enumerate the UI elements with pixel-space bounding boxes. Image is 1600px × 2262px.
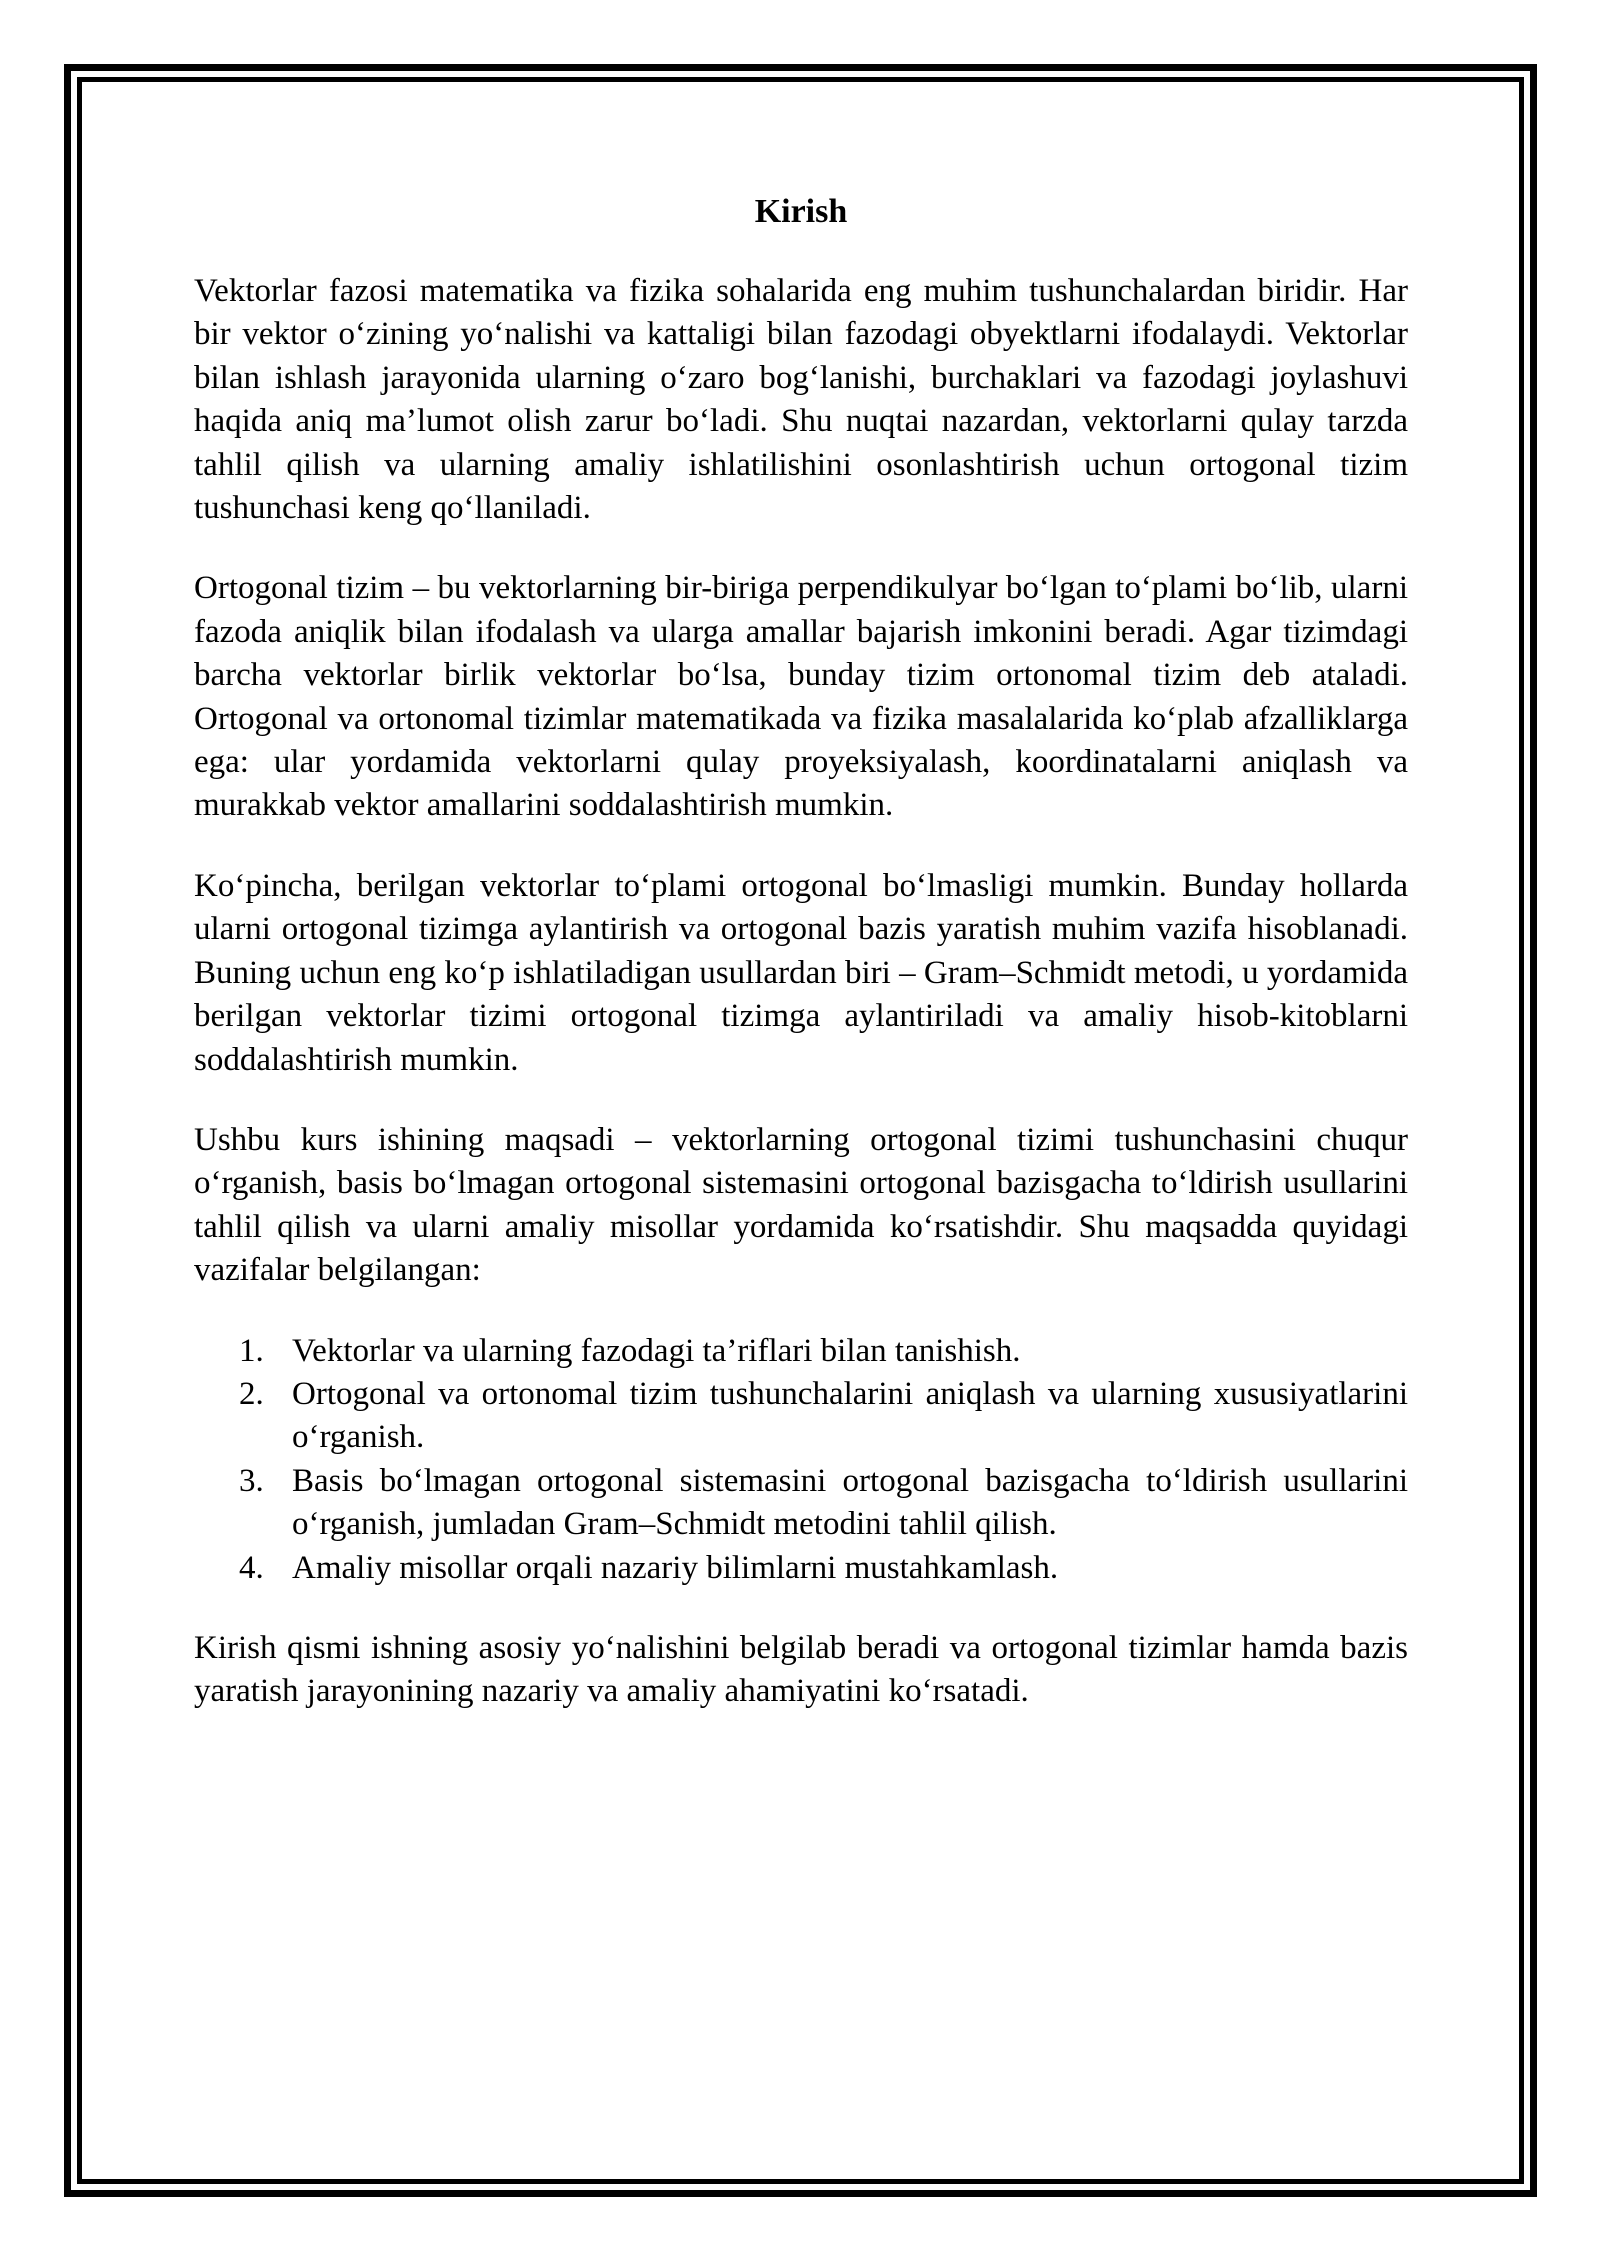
paragraph-3: Ko‘pincha, berilgan vektorlar to‘plami ortogonal bo‘lmasligi mumkin. Bunday hollarda ularni ortogonal tizimga aylantirish va ortogonal bazis yaratish muhim vazifa hisoblanadi. Buning uchun eng ko‘p ishlatiladigan usullardan biri – Gram–Schmidt metodi, u yordamida berilgan vektorlar tizimi ortogonal tizimga aylantiriladi va amaliy hisob-kitoblarni soddalashtirish mumkin. [194, 867, 1408, 1078]
list-item-number: 3. [239, 1462, 264, 1499]
list-item [194, 1330, 1408, 1373]
list-item [194, 1373, 1408, 1460]
paragraph-2: Ortogonal tizim – bu vektorlarning bir-biriga perpendikulyar bo‘lgan to‘plami bo‘lib, ularni fazoda aniqlik bilan ifodalash va ularga amallar bajarish imkonini beradi. Agar tizimdagi barcha vektorlar birlik vektorlar bo‘lsa, bunday tizim ortonomal tizim deb ataladi. Ortogonal va ortonomal tizimlar matematikada va fizika masalalarida ko‘plab afzalliklarga ega: ular yordamida vektorlarni qulay proyeksiyalash, koordinatalarni aniqlash va murakkab vektor amallarini soddalashtirish mumkin. [194, 570, 1408, 824]
list-item-text: Vektorlar va ularning fazodagi ta’riflari bilan tanishish. [292, 1332, 1021, 1369]
list-item-number: 2. [239, 1375, 264, 1412]
list-item-text: Ortogonal va ortonomal tizim tushunchalarini aniqlash va ularning xususiyatlarini o‘rganish. [292, 1375, 1408, 1456]
list-item [194, 1547, 1408, 1590]
list-item-number: 1. [239, 1332, 264, 1369]
document-body [194, 190, 1408, 1751]
document-title: Kirish [754, 193, 848, 230]
list-item-text: Basis bo‘lmagan ortogonal sistemasini ortogonal bazisgacha to‘ldirish usullarini o‘rganish, jumladan Gram–Schmidt metodini tahlil qilish. [292, 1462, 1408, 1543]
paragraph-4: Ushbu kurs ishining maqsadi – vektorlarning ortogonal tizimi tushunchasini chuqur o‘rganish, basis bo‘lmagan ortogonal sistemasini ortogonal bazisgacha to‘ldirish usullarini tahlil qilish va ularni amaliy misollar yordamida ko‘rsatishdir. Shu maqsadda quyidagi vazifalar belgilangan: [194, 1121, 1408, 1289]
paragraph-1: Vektorlar fazosi matematika va fizika sohalarida eng muhim tushunchalardan biridir. Har bir vektor o‘zining yo‘nalishi va kattaligi bilan fazodagi obyektlarni ifodalaydi. Vektorlar bilan ishlash jarayonida ularning o‘zaro bog‘lanishi, burchaklari va fazodagi joylashuvi haqida aniq ma’lumot olish zarur bo‘ladi. Shu nuqtai nazardan, vektorlarni qulay tarzda tahlil qilish va ularning amaliy ishlatilishini osonlashtirish uchun ortogonal tizim tushunchasi keng qo‘llaniladi. [194, 273, 1408, 527]
list-item-text: Amaliy misollar orqali nazariy bilimlarni mustahkamlash. [292, 1549, 1059, 1586]
task-list [194, 1330, 1408, 1590]
list-item [194, 1460, 1408, 1547]
list-item-number: 4. [239, 1549, 264, 1586]
conclusion-paragraph: Kirish qismi ishning asosiy yo‘nalishini belgilab beradi va ortogonal tizimlar hamda bazis yaratish jarayonining nazariy va amaliy ahamiyatini ko‘rsatadi. [194, 1629, 1408, 1710]
